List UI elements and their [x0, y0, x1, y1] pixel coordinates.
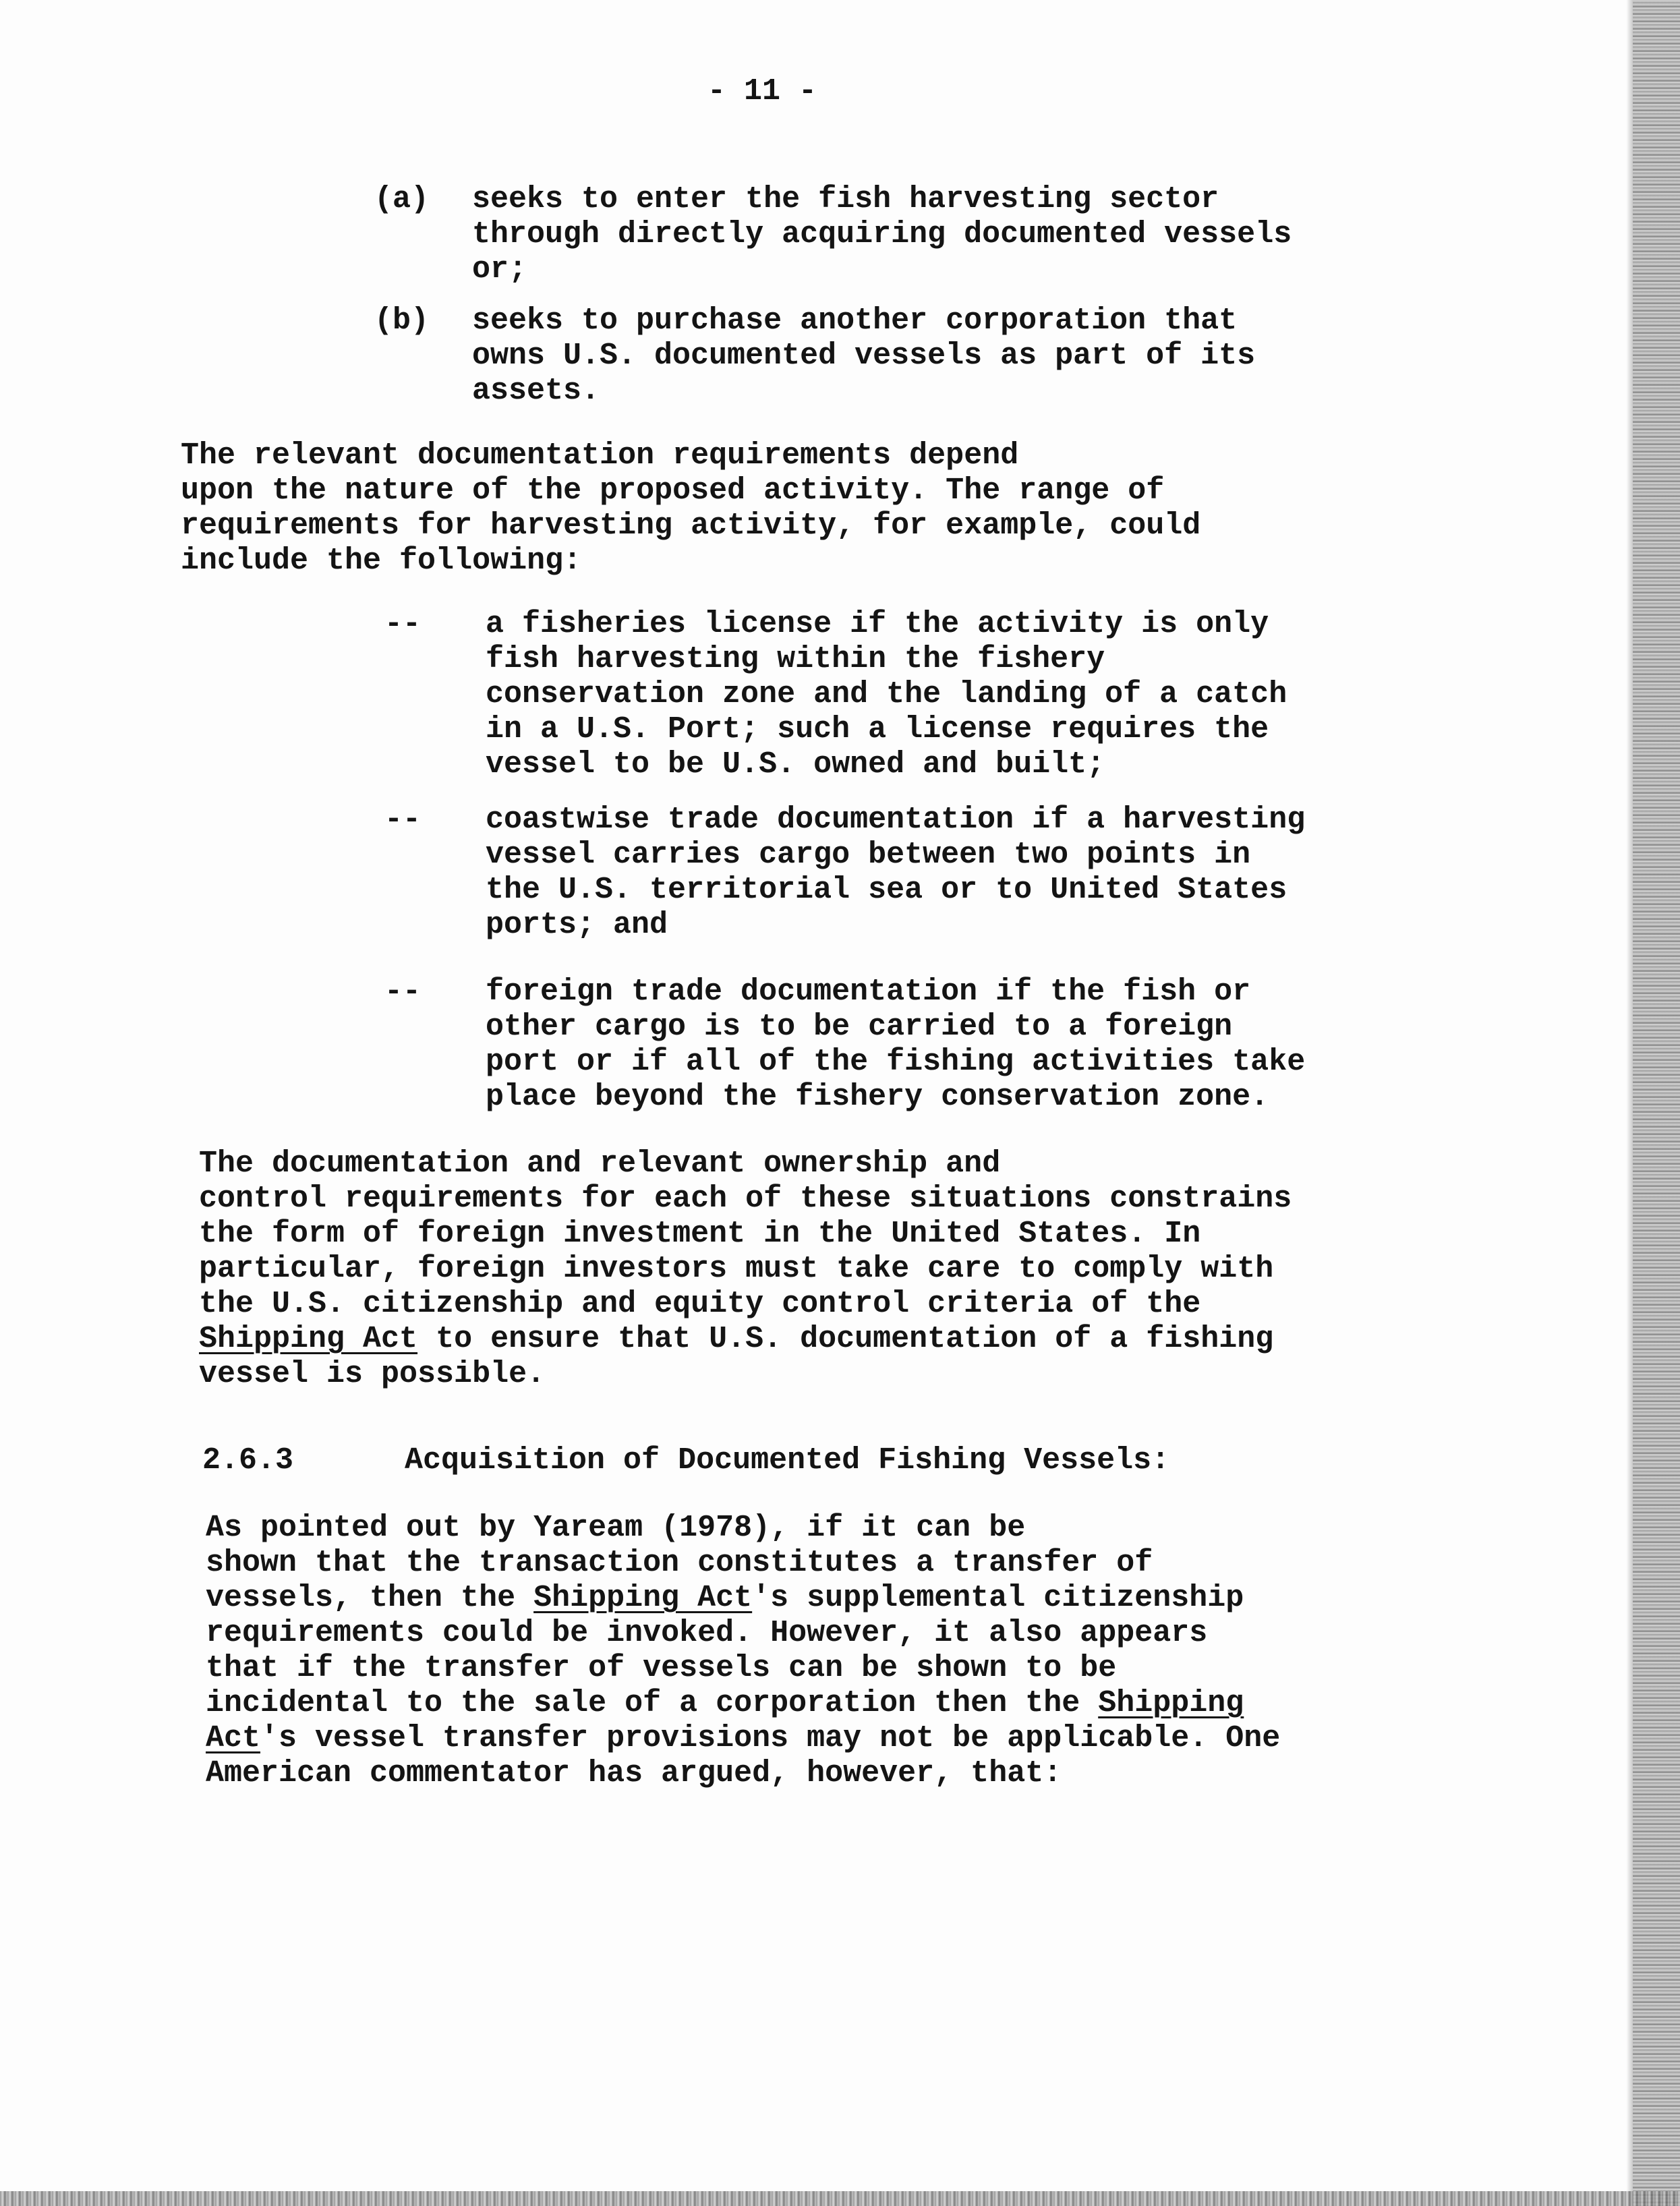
section-number: 2.6.3 [202, 1443, 294, 1478]
page-number: - 11 - [707, 74, 817, 109]
list-marker: -- [384, 607, 422, 641]
list-item-text: a fisheries license if the activity is only fish harvesting within the fishery conservation zone and the landing of a catch in a U.S. Port; such a license requires the vessel to be U.S. owned and built; [486, 607, 1287, 782]
shipping-act-reference: Act [206, 1721, 261, 1755]
list-item-text: foreign trade documentation if the fish or other cargo is to be carried to a foreign port or if all of the fishing activities take place beyond the fishery conservation zone. [486, 975, 1306, 1114]
shipping-act-reference: Shipping [1098, 1686, 1244, 1720]
paragraph-documentation-requirements: The relevant documentation requirements depend upon the nature of the proposed activity. The range of requirements for harvesting activity, for example, could include the following: [181, 438, 1201, 578]
list-item-text: seeks to enter the fish harvesting sector through directly acquiring documented vessels or; [472, 182, 1292, 287]
paragraph-text: As pointed out by Yaream (1978), if it can be shown that the transaction constitutes a transfer of vessels, then the [206, 1511, 1153, 1615]
list-marker: (b) [374, 303, 430, 338]
dash-list-item-foreign-trade [384, 975, 1437, 1123]
dash-list-item-coastwise-trade [384, 803, 1396, 951]
list-item-text: coastwise trade documentation if a harvesting vessel carries cargo between two points in the U.S. territorial sea or to United States ports; and [486, 803, 1306, 942]
list-marker: (a) [374, 182, 430, 216]
paragraph-acquisition [206, 1511, 1555, 1791]
list-marker: -- [384, 803, 422, 837]
alpha-list-item-a [374, 182, 1386, 290]
shipping-act-reference: Shipping Act [533, 1581, 753, 1615]
list-marker: -- [384, 975, 422, 1009]
alpha-list-item-b [374, 303, 1386, 411]
paragraph-text: to ensure that U.S. documentation of a fishing vessel is possible. [199, 1322, 1274, 1391]
shipping-act-reference: Shipping Act [199, 1322, 418, 1356]
page-edge-shadow [1626, 0, 1633, 2206]
paragraph-text: 's supplemental citizenship requirements could be invoked. However, it also appears that if the transfer of vessels can be shown to be incidental to the sale of a corporation then the [206, 1581, 1244, 1720]
section-title: Acquisition of Documented Fishing Vessels: [405, 1443, 1170, 1478]
dash-list-item-fisheries-license [384, 607, 1396, 789]
scanner-edge-right [1633, 0, 1680, 2206]
list-item-text: seeks to purchase another corporation that owns U.S. documented vessels as part of its assets. [472, 303, 1256, 408]
paragraph-text: 's vessel transfer provisions may not be applicable. One American commentator has argued, however, that: [206, 1721, 1281, 1791]
paragraph-ownership-control [199, 1146, 1548, 1392]
scanner-edge-bottom [0, 2191, 1680, 2206]
paragraph-text: The documentation and relevant ownership and control requirements for each of these situations constrains the form of foreign investment in the United States. In particular, foreign investors must take care to comply with the U.S. citizenship and equity control criteria of the [199, 1146, 1292, 1321]
